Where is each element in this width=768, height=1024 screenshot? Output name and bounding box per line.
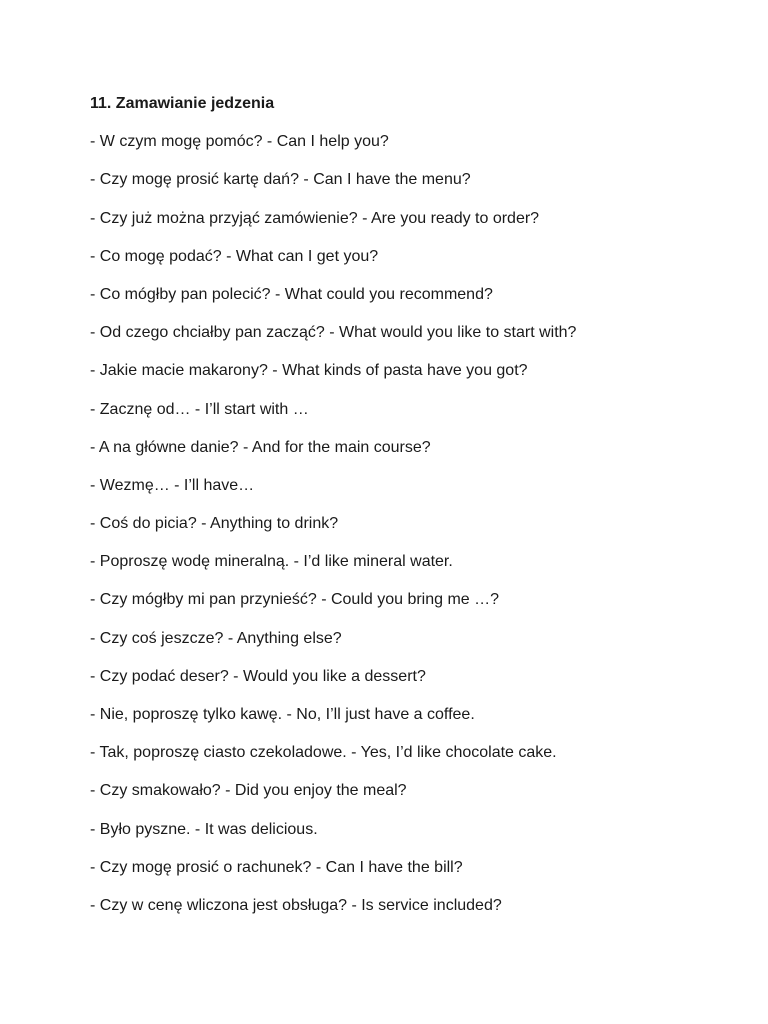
phrase-line: - Czy smakowało? - Did you enjoy the meal?: [90, 782, 407, 800]
phrase-line: - Zacznę od… - I’ll start with …: [90, 400, 309, 418]
phrase-line: - Czy mógłby mi pan przynieść? - Could you bring me …?: [90, 591, 500, 609]
section-title: 11. Zamawianie jedzenia: [90, 95, 275, 112]
phrase-line: - Wezmę… - I’ll have…: [90, 476, 255, 494]
phrase-line: - Czy już można przyjąć zamówienie? - Are you ready to order?: [90, 209, 540, 227]
document-body: [90, 93, 730, 933]
phrase-line: - Coś do picia? - Anything to drink?: [90, 515, 339, 533]
phrase-line: - Co mogę podać? - What can I get you?: [90, 247, 379, 265]
phrase-line: - Czy mogę prosić o rachunek? - Can I have the bill?: [90, 858, 463, 876]
phrase-line: - Czy w cenę wliczona jest obsługa? - Is service included?: [90, 896, 502, 914]
phrase-list: [90, 131, 730, 917]
phrase-line: - Było pyszne. - It was delicious.: [90, 820, 318, 838]
phrase-line: - Poproszę wodę mineralną. - I’d like mineral water.: [90, 553, 453, 571]
phrase-line: - Jakie macie makarony? - What kinds of pasta have you got?: [90, 362, 528, 380]
phrase-line: - Czy podać deser? - Would you like a dessert?: [90, 667, 426, 685]
phrase-line: - Czy coś jeszcze? - Anything else?: [90, 629, 342, 647]
phrase-line: - W czym mogę pomóc? - Can I help you?: [90, 133, 389, 151]
phrase-line: - Nie, poproszę tylko kawę. - No, I’ll just have a coffee.: [90, 706, 475, 723]
phrase-line: - Co mógłby pan polecić? - What could you recommend?: [90, 285, 493, 303]
phrase-line: - Od czego chciałby pan zacząć? - What would you like to start with?: [90, 324, 577, 342]
phrase-line: - Czy mogę prosić kartę dań? - Can I have the menu?: [90, 171, 471, 189]
phrase-line: - Tak, poproszę ciasto czekoladowe. - Yes, I’d like chocolate cake.: [90, 744, 557, 762]
phrase-line: - A na główne danie? - And for the main course?: [90, 438, 431, 456]
